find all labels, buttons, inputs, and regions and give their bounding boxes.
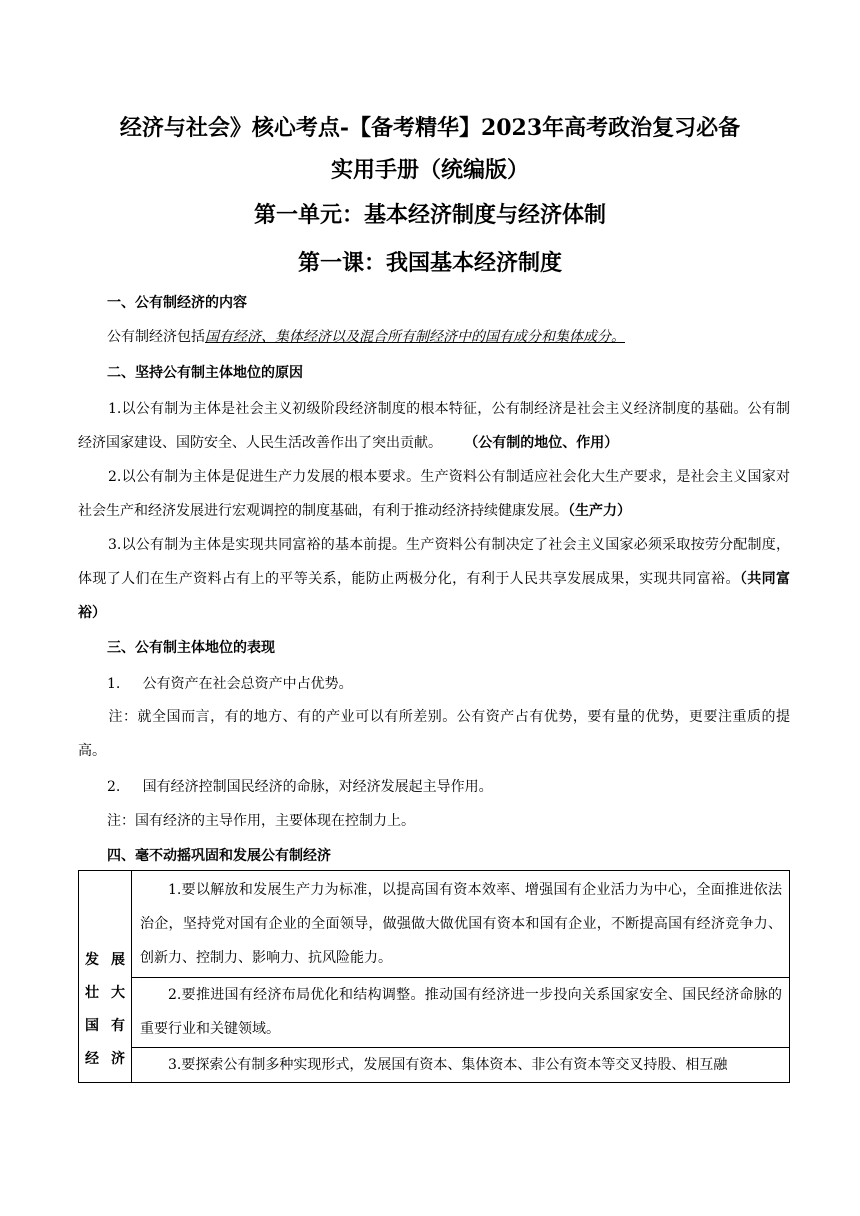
section2-p3-text: 3.以公有制为主体是实现共同富裕的基本前提。生产资料公有制决定了社会主义国家必须采取按劳分配制度，体现了人们在生产资料占有上的平等关系，能防止两极分化，有利于人民共享发展成果，实现共同富裕。 xyxy=(78,537,790,587)
section2-paragraph1 xyxy=(78,392,790,460)
section2-p3-tag: （共同富裕） xyxy=(78,571,791,621)
lesson-title: 第一课：我国基本经济制度 xyxy=(297,250,562,276)
row-header-line1: 发展 xyxy=(85,952,125,968)
table-cell-3 xyxy=(132,1048,790,1082)
section2-heading: 二、坚持公有制主体地位的原因 xyxy=(107,365,303,381)
section3-note2: 注：国有经济的主导作用，主要体现在控制力上。 xyxy=(107,813,415,829)
section2-paragraph2 xyxy=(78,460,790,528)
section3-item2 xyxy=(107,776,493,798)
row-header-line2: 壮大 xyxy=(85,985,125,1001)
section3-note1-text: 注：就全国而言，有的地方、有的产业可以有所差别。公有资产占有优势，要有量的优势，更要注重质的提高。 xyxy=(78,709,790,759)
section3-item1 xyxy=(107,673,353,695)
doc-title-line1: 经济与社会》核心考点-【备考精华】2023年高考政治复习必备 xyxy=(119,115,741,141)
row-header-line3: 国有 xyxy=(85,1018,125,1034)
section3-heading: 三、公有制主体地位的表现 xyxy=(107,640,275,656)
table-cell-1-text: 1.要以解放和发展生产力为标准，以提高国有资本效率、增强国有企业活力为中心，全面推进依法治企，坚持党对国有企业的全面领导，做强做大做优国有资本和国有企业，不断提高国有经济竞争力、创新力、控制力、影响力、抗风险能力。 xyxy=(140,882,782,966)
table-cell-3-text: 3.要探索公有制多种实现形式，发展国有资本、集体资本、非公有资本等交叉持股、相互融 xyxy=(168,1057,728,1073)
section2-p1-tag: （公有制的地位、作用） xyxy=(464,435,619,451)
table-row-header xyxy=(79,871,132,1082)
section1-text xyxy=(107,326,625,348)
section2-p2-text: 2.以公有制为主体是促进生产力发展的根本要求。生产资料公有制适应社会化大生产要求，是社会主义国家对社会生产和经济发展进行宏观调控的制度基础，有利于推动经济持续健康发展。 xyxy=(78,469,790,519)
section1-text-underlined: 国有经济、集体经济以及混合所有制经济中的国有成分和集体成分。 xyxy=(205,329,625,345)
table-cell-1 xyxy=(132,873,790,975)
section4-heading: 四、毫不动摇巩固和发展公有制经济 xyxy=(107,848,331,864)
section3-item1-number: 1. xyxy=(107,676,121,692)
section3-item2-text: 国有经济控制国民经济的命脉，对经济发展起主导作用。 xyxy=(142,779,493,795)
section1-text-prefix: 公有制经济包括 xyxy=(107,329,205,345)
section2-paragraph3 xyxy=(78,528,790,630)
doc-title-line2: 实用手册（统编版） xyxy=(330,157,529,183)
unit-title: 第一单元：基本经济制度与经济体制 xyxy=(253,202,606,228)
section2-p2-tag: （生产力） xyxy=(568,503,631,519)
table-cell-2-text: 2.要推进国有经济布局优化和结构调整。推动国有经济进一步投向关系国家安全、国民经济命脉的重要行业和关键领域。 xyxy=(140,987,782,1037)
table-cell-2 xyxy=(132,978,790,1046)
row-header-line4: 经济 xyxy=(85,1051,125,1067)
section3-note1 xyxy=(78,700,790,768)
state-economy-table xyxy=(78,870,790,1083)
section2-p1-text: 1.以公有制为主体是社会主义初级阶段经济制度的根本特征，公有制经济是社会主义经济制度的基础。公有制经济国家建设、国防安全、人民生活改善作出了突出贡献。 xyxy=(78,401,790,451)
section3-item2-number: 2. xyxy=(107,779,121,795)
section1-heading: 一、公有制经济的内容 xyxy=(107,295,247,311)
section3-item1-text: 公有资产在社会总资产中占优势。 xyxy=(142,676,353,692)
